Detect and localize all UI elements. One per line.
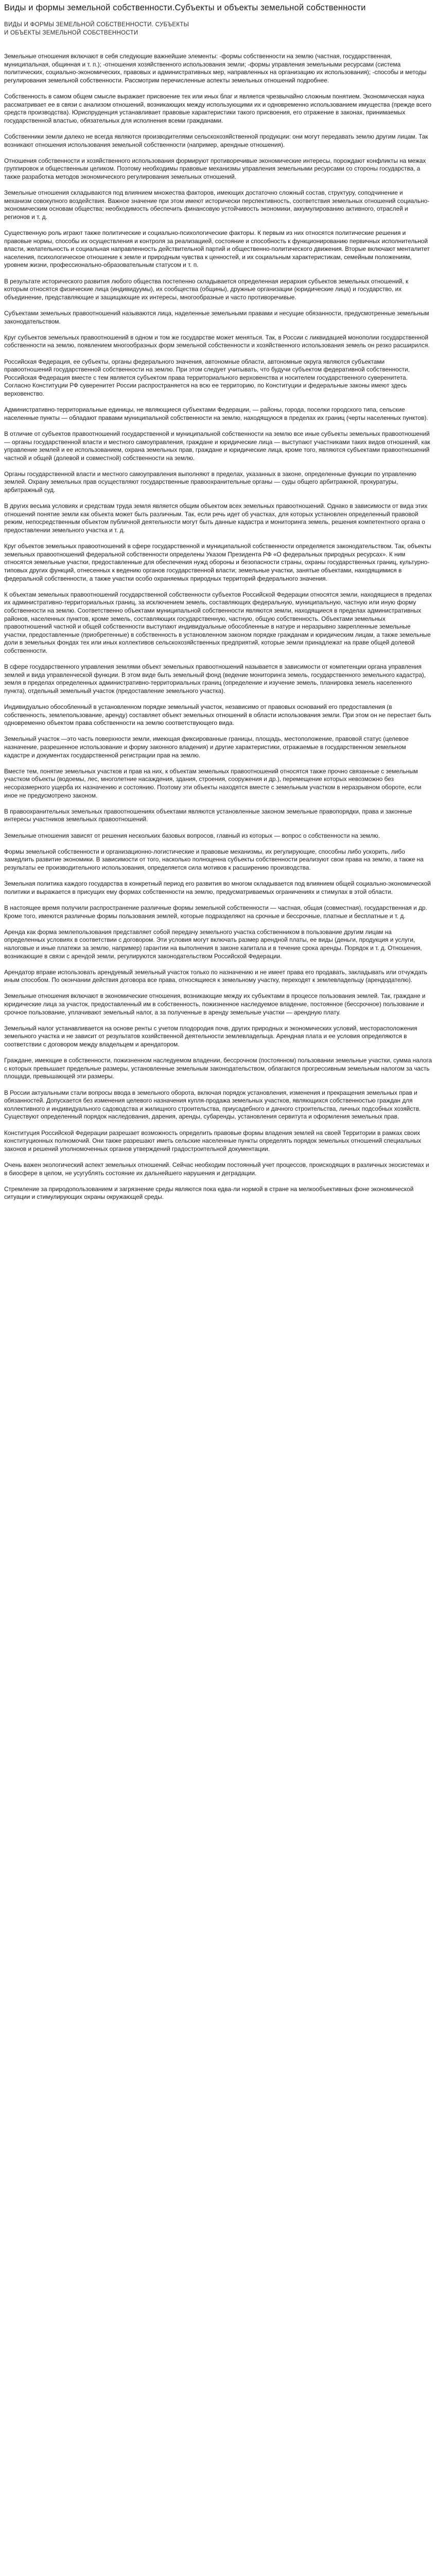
paragraph: К объектам земельных правоотношений государственной собственности субъектов Российской Федерации относятся земли, находящиеся в пределах их административно-территориальных границ, за исключением земель, составляющих федеральную, муниципальную, частную или иную форму собственности на землю. Соответственно объектами муниципальной собственности являются земли, находящиеся в пределах административных районов, населенных пунктов, кроме земель, составляющих государственную, частную, общую собственность. Объектами земельных правоотношений частной и общей собственности выступают индивидуальные обособленные в натуре и неразрывно закрепленные земельные участки, предоставленные (приобретенные) в собственность в установленном законом порядке гражданам и юридическим лицам, а также земельные доли в земельных фондах тех или иных коллективов сельскохозяйственных предприятий, которые земли принадлежат на праве общей долевой собственности.	[4, 590, 432, 654]
paragraph: Земельные отношения зависят от решения нескольких базовых вопросов, главный из которых — вопрос о собственности на землю.	[4, 832, 380, 839]
paragraph: Очень важен экологический аспект земельных отношений. Сейчас необходим постоянный учет процессов, происходящих в различных экосистемах и в биосфере в целом, не усугублять состояние их дальнейшего нарушения и деградации.	[4, 1161, 429, 1177]
paragraph: Формы земельной собственности и организационно-логистические и правовые механизмы, их регулирующие, способны либо ускорить, либо замедлить развитие экономики. В зависимости от того, насколько полноценна субъекты собственности реализуют свои права на землю, а также на результаты ее производительного использования, определяется сила мотивов к расширению производства.	[4, 848, 424, 871]
paragraph: Граждане, имеющие в собственности, пожизненном наследуемом владении, бессрочном (постоянном) пользовании земельные участки, сумма налога с которых превышает предельные размеры, установленные земельным законодательством, облагаются прогрессивным земельным налогом за часть площади, превышающей эти размеры.	[4, 1057, 432, 1080]
paragraph: Конституция Российской Федерации разрешает возможность определить правовые формы владения землей на своей Территории в рамках своих конституционных полномочий. Они также разрешают иметь сельские населенные пункты определять порядок земельных отношений специальных законов и решений уполномоченных органов утверждений градостроительной документации.	[4, 1129, 422, 1153]
page-title: Виды и формы земельной собственности.Субъекты и объекты земельной собственности	[4, 3, 366, 12]
paragraph: Существенную роль играют также политические и социально-психологические факторы. К первым из них относятся политические решения и правовые нормы, способы их осуществления и контроля за реализацией, состояние и способность к функционированию первичных исполнительной власти, желательность и социальная направленность действительной партий и общественно-политического движения. Вторые включают менталитет населения, психологическое отношение к земле и природным чувства к ценностей, и их социальным характеристикам, семейным положениям, уровнем жизни, профессионально-образовательным статусом и т. п.	[4, 229, 430, 269]
document-subtitle	[4, 21, 432, 37]
paragraph: Земельный налог устанавливается на основе ренты с учетом плодородия почв, других природных и экономических условий, месторасположения земельного участка и не зависит от результатов хозяйственной деятельности землевладельца. Арендная плата и ее условия определяются в соответствии с договором между владельцем и арендатором.	[4, 1024, 417, 1048]
paragraph: Стремление за природопользованием и загрязнение среды являются пока едва-ли нормой в стране на мелкообъективных фоне экономической ситуации и стимулирующих охраны окружающей среды.	[4, 1185, 414, 1201]
paragraph: Отношения собственности и хозяйственного использования формируют противоречивые экономические интересы, порождают конфликты на межах группировок и общественным целиком. Поэтому необходимы правовые механизмы управления земельными ресурсами со стороны государства, а также разработка методов экономического регулирования земельных отношений.	[4, 157, 426, 180]
paragraph: Собственность в самом общем смысле выражает присвоение тех или иных благ и является чрезвычайно сложным понятием. Экономическая наука рассматривает ее в связи с анализом отношений, возникающих между использующими их и одновременно использованием имущества (прежде всего средств производства). Юриспруденция устанавливает правовые характеристики такого присвоения, его отражение в законах, принимаемых государственной властью, обязательных для исполнения всеми гражданами.	[4, 92, 431, 124]
paragraph: Земельные отношения включают в себя следующие важнейшие элементы: -формы собственности на землю (частная, государственная, муниципальная, общинная и т. п.); -отношения хозяйственного использования земли; -формы управления земельными ресурсами (система политических, социально-экономических, правовых и административных мер, направленных на организацию их использования); -способы и методы регулирования земельной собственности. Рассмотрим перечисленные аспекты земельных отношений подробнее.	[4, 53, 427, 84]
paragraph: Земельный участок —это часть поверхности земли, имеющая фиксированные границы, площадь, местоположение, правовой статус (целевое назначение, разрешенное использование и форму законного владения) и другие характеристики, отражаемые в государственном земельном кадастре и документах государственной регистрации прав на землю.	[4, 735, 409, 759]
paragraph: Вместе тем, понятие земельных участков и прав на них, к объектам земельных правоотношений относятся также прочно связанные с земельным участком объекты (водоемы, лес, многолетние насаждения, здания, строения, сооружения и др.), перемещение которых невозможно без несоразмерного ущерба их назначению и состоянию. Поэтому эти объекты находятся вместе с земельным участком в неразрывном обороте, если иное не предусмотрено законом.	[4, 767, 422, 799]
paragraph: Арендатор вправе использовать арендуемый земельный участок только по назначению и не имеет права его продавать, закладывать или отчуждать иным способом. По окончании действия договора все права, относящиеся к земельному участку, переходят к землевладельцу (арендодателю).	[4, 968, 427, 984]
paragraph: В правоохранительных земельных правоотношениях объектами являются установленные законом земельные правопорядки, права и законные интересы участников земельных правоотношений.	[4, 807, 412, 823]
subtitle-line-1: ВИДЫ И ФОРМЫ ЗЕМЕЛЬНОЙ СОБСТВЕННОСТИ. СУБЪЕКТЫ	[4, 22, 189, 28]
paragraph: Административно-территориальные единицы, не являющиеся субъектами Федерации, — районы, города, поселки городского типа, сельские населенные пункты — обладают правами муниципальной собственности на землю, находящуюся в пределах их границ (черты населенных пунктов).	[4, 406, 428, 421]
document-body	[4, 53, 432, 1201]
paragraph: Российская Федерация, ее субъекты, органы федерального значения, автономные области, автономные округа являются субъектами правоотношений государственной собственности на землю. При этом следует учитывать, что будучи субъектом федеративной собственности, Российская Федерация вместе с тем является субъектом права территориального верховенства и носителем государственного суверенитета. Согласно Конституции РФ суверенитет России распространяется на всю ее территорию, по Конституции и федеральные законы имеют здесь верховенство.	[4, 358, 410, 397]
paragraph: Земельные отношения включают в экономические отношения, возникающие между их субъектами в процессе пользования землей. Так, граждане и юридические лица за участок, предоставленный им в собственность, пожизненное наследуемое владение, постоянное (бессрочное) пользование и срочное пользование, уплачивают земельный налог, а за полученные в аренду земельные участки — арендную плату.	[4, 992, 426, 1016]
paragraph: Земельные отношения складываются под влиянием множества факторов, имеющих достаточно сложный состав, структуру, соподчинение и механизм совокупного воздействия. Важное значение при этом имеют исторически перспективность, соответствия земельных отношений социально-экономическим основам общества; необходимость обеспечить финансовую устойчивость экономики, аккумулированию активного, отраслей и регионов и т. д.	[4, 189, 430, 221]
paragraph: Собственники земли далеко не всегда являются производителями сельскохозяйственной продукции: они могут передавать землю другим лицам. Так возникают отношения использования земельной собственности (например, арендные отношения).	[4, 132, 428, 148]
paragraph: В России актуальными стали вопросы ввода в земельного оборота, включая порядок установления, изменения и прекращения земельных прав и обязанностей. Допускается без изменения целевого назначения купля-продажа земельных участков, являющихся собственностью граждан для коллективного и индивидуального садоводства и жилищного строительства, приусадебного и дачного строительства, личных подсобных хозяйств. Существуют определенный порядок наследования, дарения, аренды, субаренды, установления сервитута и оформления земельных прав.	[4, 1089, 421, 1121]
paragraph: В других весьма условиях и средствам труда земля является общим объектом всех земельных правоотношений. Однако в зависимости от вида этих отношений понятие земли как объекта может быть различным. Так, если речь идет об участках, для которых установлен определенный правовой режим, непосредственным объектом публичной деятельности могут быть данные кадастра и мониторинга земель, решения компетентного органа о предоставлении земельного участка и т. д.	[4, 502, 428, 534]
subtitle-line-2: И ОБЪЕКТЫ ЗЕМЕЛЬНОЙ СОБСТВЕННОСТИ	[4, 30, 138, 36]
paragraph: В настоящее время получили распространение различные формы земельной собственности — частная, общая (совместная), государственная и др. Кроме того, имеются различные формы пользования землей, которые подразделяют на срочные и бессрочные, платные и бесплатные и т. д.	[4, 904, 427, 920]
paragraph: В сфере государственного управления землями объект земельных правоотношений называется в зависимости от компетенции органа управления землей и вида управленческой функции. В этом виде быть земельный фонд (ведение мониторинга земель, государственного земельного кадастра), земля в пределах определенных административно-территориальных границ (определение и изучение земель, планировка земель населенного пункта), отдельный земельный участок (предоставление земельного участка).	[4, 663, 426, 694]
paragraph: В результате исторического развития любого общества постепенно складывается определенная иерархия субъектов земельных отношений, к которым относятся физические лица (индивидуумы), их сообщества (общины), дружные организации (юридические лица) и государство, их объединение, представляющие и защищающие их интересы, многообразные и часто противоречивые.	[4, 277, 409, 301]
paragraph: Земельная политика каждого государства в конкретный период его развития во многом складывается под влиянием общей социально-экономической политики и выражается в присущих ему формах собственности на землю, предусматриваемых ограничениях и стимулах в этой области.	[4, 880, 431, 895]
paragraph: Круг объектов земельных правоотношений в сфере государственной и муниципальной собственности определяется законодательством. Так, объекты земельных правоотношений федеральной собственности определены Указом Президента РФ «О федеральных природных ресурсах». К ним относятся земельные участки, предоставленные для обеспечения нужд обороны и безопасности страны, охраны государственных границ, культурно-типовых других функций, отнесенных к ведению органов государственной власти; земельные участки, занятые объектами, находящимися в федеральной собственности, а также участки особо охраняемых природных территорий федерального значения.	[4, 543, 431, 582]
paragraph: Субъектами земельных правоотношений называются лица, наделенные земельными правами и несущие обязанности, предусмотренные земельным законодательством.	[4, 310, 429, 325]
paragraph: Органы государственной власти и местного самоуправления выполняют в пределах, указанных в законе, определенные функции по управлению землей. Охрану земельных прав осуществляют государственные правоохранительные органы — суды общего арбитражной, прокуратуры, арбитражный суд.	[4, 470, 416, 494]
paragraph: Индивидуально обособленный в установленном порядке земельный участок, независимо от правовых оснований его предоставления (в собственность, землепользование, аренду) составляет объект земельных отношений в области использования земли. При этом он не перестает быть одновременно объектом права собственности на землю соответствующего вида.	[4, 703, 431, 727]
paragraph: Аренда как форма землепользования представляет собой передачу земельного участка собственником в пользование другим лицам на определенных условиях в соответствии с договором. Эти условия могут включать размер арендной платы, ее виды (деньги, продукция и услуги, налоговые и иные платежи за землю, например) гарантии на выполнения в законе капитала и в течение срока аренды. Порядок и т. д. Отношения, возникающие в связи с арендой земли, регулируются законодательством Российской Федерации.	[4, 928, 422, 960]
paragraph: Круг субъектов земельных правоотношений в одном и том же государстве может меняться. Так, в России с ликвидацией монополии государственной собственности на землю, появлением многообразных форм земельной собственности и хозяйственного использования земель он резко расширился.	[4, 333, 430, 349]
paragraph: В отличие от субъектов правоотношений государственной и муниципальной собственности на землю все иные субъекты земельных правоотношений — органы государственной власти и местного самоуправления, граждане и юридические лица — выступают участниками таких видов отношений, как управление землей и ее использованием, охрана земельных прав, граждане и юридические лица, кроме того, являются субъектами правоотношений частной и общей (долевой и совместной) собственности на землю.	[4, 430, 430, 462]
